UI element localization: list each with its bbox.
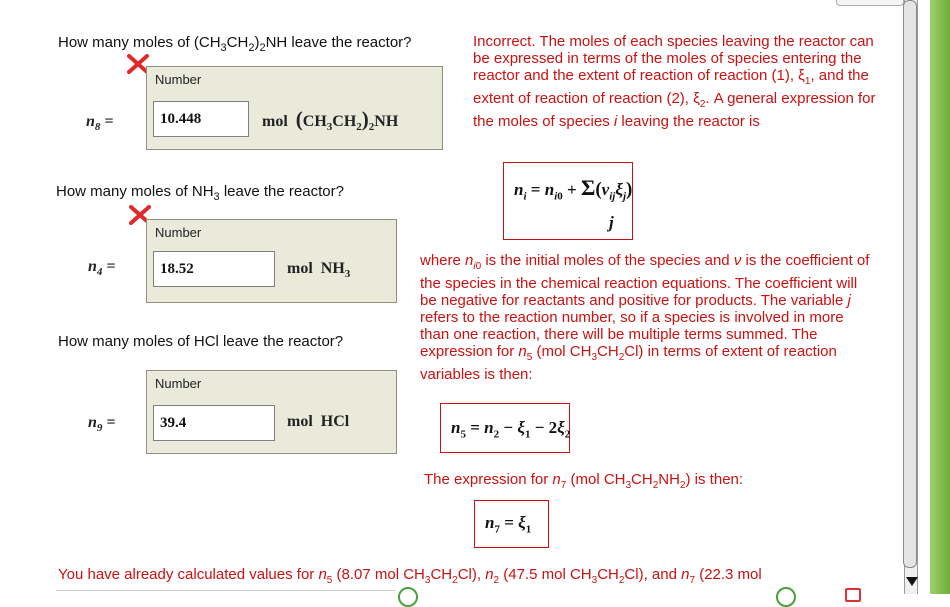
- green-circle-icon: [398, 587, 418, 607]
- red-square-icon: [845, 588, 861, 602]
- feedback-bottom-line: You have already calculated values for $n_5$ (8.07 mol $CH_3CH_2Cl$), $n_2$ (47.5 mol $CH_3CH_2Cl$), and $n_7$ (22.3 mol: [58, 566, 762, 586]
- n5-equation-box: $n_5 = n_2 - \xi_1 - 2\xi_2$: [440, 403, 570, 453]
- n9-unit: mol HCl: [287, 413, 350, 430]
- answer-box-n8: [146, 66, 443, 150]
- number-label: Number: [155, 376, 202, 391]
- feedback-explanation: where $n_{i0}$ is the initial moles of the species and ν is the coefficient of the species in the chemical reaction equations. The coefficient will be negative for reactants and positive for products. The variable j refers to the reaction number, so if a species is involved in more than one reaction, there will be multiple terms summed. The expression for $n_5$ (mol $CH_3CH_2Cl$) in terms of extent of reaction variables is then:: [420, 252, 870, 383]
- number-label: Number: [155, 72, 202, 87]
- top-button-edge[interactable]: [836, 0, 904, 6]
- answer-box-n9: [146, 370, 397, 454]
- n8-variable-label: $n_8$ =: [86, 113, 114, 134]
- green-circle-icon: [776, 587, 796, 607]
- feedback-intro: Incorrect. The moles of each species leaving the reactor can be expressed in terms of the moles of species entering the reactor and the extent of reaction of reaction (1), $\xi_1$, and the extent of reaction of reaction (2), $\xi_2$. A general expression for the moles of species i leaving the reactor is: [473, 33, 876, 130]
- n4-variable-label: $n_4$ =: [88, 258, 116, 279]
- question-2-prompt: How many moles of $NH_3$ leave the reactor?: [56, 183, 344, 203]
- n9-input[interactable]: [153, 405, 275, 441]
- number-label: Number: [155, 225, 202, 240]
- n8-unit: mol $(CH_3CH_2)_2NH$: [262, 107, 399, 134]
- scrollbar-thumb[interactable]: [903, 0, 917, 568]
- question-1-prompt: How many moles of $(CH_3CH_2)_2NH$ leave the reactor?: [58, 34, 412, 54]
- bottom-divider: [56, 590, 396, 591]
- n4-unit: mol $NH_3$: [287, 260, 351, 281]
- n4-input[interactable]: [153, 251, 275, 287]
- n7-intro: The expression for $n_7$ (mol $CH_3CH_2NH_2$) is then:: [424, 471, 744, 491]
- window-edge: [930, 0, 950, 594]
- scroll-down-arrow-icon[interactable]: [906, 577, 918, 586]
- n7-equation-box: $n_7 = \xi_1$: [474, 500, 549, 548]
- question-3-prompt: How many moles of HCl leave the reactor?: [58, 333, 344, 350]
- n9-variable-label: $n_9$ =: [88, 414, 116, 435]
- general-equation-box: $n_i = n_{i0} + \Sigma(\nu_{ij}\xi_j)$ j: [503, 162, 633, 240]
- answer-box-n4: [146, 219, 397, 303]
- n8-input[interactable]: [153, 101, 249, 137]
